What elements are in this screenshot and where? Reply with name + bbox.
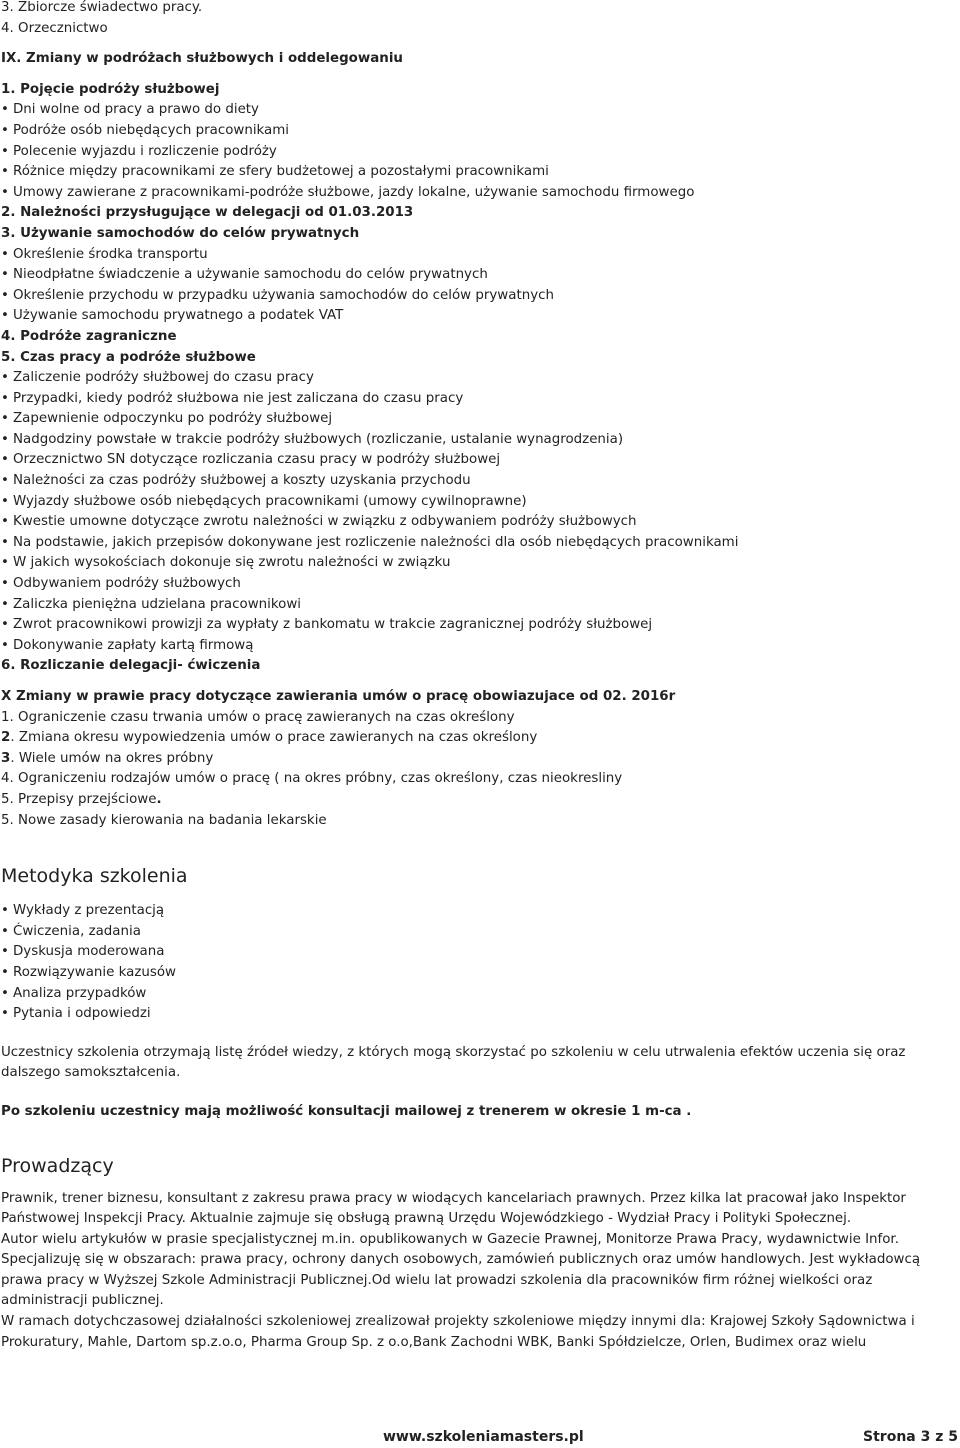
item-number: 2 <box>1 730 11 746</box>
item-tail: . <box>156 791 162 807</box>
bullet-item: • Dokonywanie zapłaty kartą firmową <box>1 636 951 657</box>
bullet-item: • Orzecznictwo SN dotyczące rozliczania czasu pracy w podróży służbowej <box>1 450 951 471</box>
bullet-item: • Na podstawie, jakich przepisów dokonywane jest rozliczenie należności dla osób niebędących pracownikami <box>1 533 951 554</box>
bullet-item: • Dyskusja moderowana <box>1 942 951 963</box>
top-list <box>1 0 951 39</box>
metodyka-paragraph: Uczestnicy szkolenia otrzymają listę źródeł wiedzy, z których mogą skorzystać po szkoleniu w celu utrwalenia efektów uczenia się oraz dalszego samokształcenia. <box>1 1044 906 1081</box>
bullet-item: • Podróże osób niebędących pracownikami <box>1 121 951 142</box>
s5-list <box>1 368 951 656</box>
bullet-item: • Przypadki, kiedy podróż służbowa nie jest zaliczana do czasu pracy <box>1 389 951 410</box>
footer-url[interactable]: www.szkoleniamasters.pl <box>383 1429 584 1445</box>
section-10-title: X Zmiany w prawie pracy dotyczące zawierania umów o pracę obowiazujace od 02. 2016r <box>1 689 676 704</box>
bullet-item: • Umowy zawierane z pracownikami-podróże służbowe, jazdy lokalne, używanie samochodu firmowego <box>1 183 951 204</box>
numbered-item <box>1 728 951 749</box>
metodyka-list <box>1 901 951 1025</box>
item-number: 5 <box>1 791 10 807</box>
bio-p3: Specjalizuję się w obszarach: prawa pracy, ochrony danych osobowych, zamówień publicznych oraz umów handlowych. Jest wykładowcą prawa pracy w Wyższej Szkole Administracji Publicznej.Od wielu lat prowadzi szkolenia dla pracowników firm różnej wielkości oraz administracji publicznej. <box>1 1252 921 1309</box>
bio-p1: Prawnik, trener biznesu, konsultant z zakresu prawa pracy w wiodących kancelariach prawnych. Przez kilka lat pracował jako Inspektor Państwowej Inspekcji Pracy. Aktualnie zajmuje się obsługą prawną Urzędu Wojewódzkiego - Wydział Pracy i Polityki Społecznej. <box>1 1190 906 1227</box>
bullet-item: • Używanie samochodu prywatnego a podatek VAT <box>1 306 951 327</box>
section-9-title: IX. Zmiany w podróżach służbowych i oddelegowaniu <box>1 51 403 67</box>
bullet-item: • Pytania i odpowiedzi <box>1 1004 951 1025</box>
numbered-item <box>1 790 951 811</box>
item-number: 3 <box>1 750 11 766</box>
page-footer <box>0 1427 960 1447</box>
item-text: . Nowe zasady kierowania na badania lekarskie <box>9 812 327 828</box>
item-number: 5 <box>1 812 10 828</box>
item-text: . Zmiana okresu wypowiedzenia umów o prace zawieranych na czas określony <box>10 730 538 746</box>
top-list-item: 3. Zbiorcze świadectwo pracy. <box>1 0 203 15</box>
s1-list <box>1 100 951 203</box>
bullet-item: • Zwrot pracownikowi prowizji za wypłaty z bankomatu w trakcie zagranicznej podróży służbowej <box>1 615 951 636</box>
bullet-item: • Odbywaniem podróży służbowych <box>1 574 951 595</box>
bullet-item: • Zaliczenie podróży służbowej do czasu pracy <box>1 368 951 389</box>
bullet-item: • Analiza przypadków <box>1 984 951 1005</box>
s3-title: 3. Używanie samochodów do celów prywatnych <box>1 225 360 241</box>
document-page <box>1 0 951 1353</box>
bullet-item: • Określenie przychodu w przypadku używania samochodów do celów prywatnych <box>1 286 951 307</box>
item-number: 1 <box>1 709 10 725</box>
bullet-item: • W jakich wysokościach dokonuje się zwrotu należności w związku <box>1 553 951 574</box>
numbered-item <box>1 811 951 832</box>
s6-title: 6. Rozliczanie delegacji- ćwiczenia <box>1 658 261 674</box>
bullet-item: • Wyjazdy służbowe osób niebędących pracownikami (umowy cywilnoprawne) <box>1 492 951 513</box>
bullet-item: • Zapewnienie odpoczynku po podróży służbowej <box>1 409 951 430</box>
bullet-item: • Polecenie wyjazdu i rozliczenie podróży <box>1 142 951 163</box>
item-text: . Przepisy przejściowe <box>9 791 157 807</box>
bullet-item: • Określenie środka transportu <box>1 245 951 266</box>
s5-title: 5. Czas pracy a podróże służbowe <box>1 349 256 365</box>
item-number: 4 <box>1 771 10 787</box>
bullet-item: • Zaliczka pieniężna udzielana pracownikowi <box>1 595 951 616</box>
bullet-item: • Należności za czas podróży służbowej a koszty uzyskania przychodu <box>1 471 951 492</box>
item-text: . Wiele umów na okres próbny <box>10 750 214 766</box>
bio-p2: Autor wielu artykułów w prasie specjalistycznej m.in. opublikowanych w Gazecie Prawnej, Monitorze Prawa Pracy, wydawnictwie Infor. <box>1 1231 899 1247</box>
bullet-item: • Kwestie umowne dotyczące zwrotu należności w związku z odbywaniem podróży służbowych <box>1 512 951 533</box>
bio-p4: W ramach dotychczasowej działalności szkoleniowej zrealizował projekty szkoleniowe między innymi dla: Krajowej Szkoły Sądownictwa i Prokuratury, Mahle, Dartom sp.z.o.o, Pharma Group Sp. z o.o,Bank Zachodni WBK, Banki Spółdzielcze, Orlen, Budimex oraz wielu <box>1 1314 915 1350</box>
s2-title: 2. Należności przysługujące w delegacji od 01.03.2013 <box>1 205 414 221</box>
numbered-item <box>1 708 951 729</box>
s1-title: 1. Pojęcie podróży służbowej <box>1 81 220 97</box>
bullet-item: • Ćwiczenia, zadania <box>1 922 951 943</box>
bullet-item: • Dni wolne od pracy a prawo do diety <box>1 100 951 121</box>
bullet-item: • Różnice między pracownikami ze sfery budżetowej a pozostałymi pracownikami <box>1 162 951 183</box>
metodyka-heading: Metodyka szkolenia <box>1 865 188 888</box>
bullet-item: • Rozwiązywanie kazusów <box>1 963 951 984</box>
s3-list <box>1 245 951 327</box>
item-text: . Ograniczeniu rodzajów umów o pracę ( na okres próbny, czas określony, czas nieokresliny <box>9 771 623 787</box>
item-text: . Ograniczenie czasu trwania umów o pracę zawieranych na czas określony <box>9 709 515 725</box>
bullet-item: • Wykłady z prezentacją <box>1 901 951 922</box>
top-list-item: 4. Orzecznictwo <box>1 20 108 36</box>
bullet-item: • Nieodpłatne świadczenie a używanie samochodu do celów prywatnych <box>1 265 951 286</box>
prowadzacy-heading: Prowadzący <box>1 1154 114 1177</box>
konsultacje-paragraph: Po szkoleniu uczestnicy mają możliwość konsultacji mailowej z trenerem w okresie 1 m-ca . <box>1 1103 692 1119</box>
section-10-list <box>1 708 951 832</box>
numbered-item <box>1 749 951 770</box>
numbered-item <box>1 769 951 790</box>
s4-title: 4. Podróże zagraniczne <box>1 328 177 344</box>
page-number: Strona 3 z 5 <box>863 1429 958 1445</box>
bullet-item: • Nadgodziny powstałe w trakcie podróży służbowych (rozliczanie, ustalanie wynagrodzenia) <box>1 430 951 451</box>
